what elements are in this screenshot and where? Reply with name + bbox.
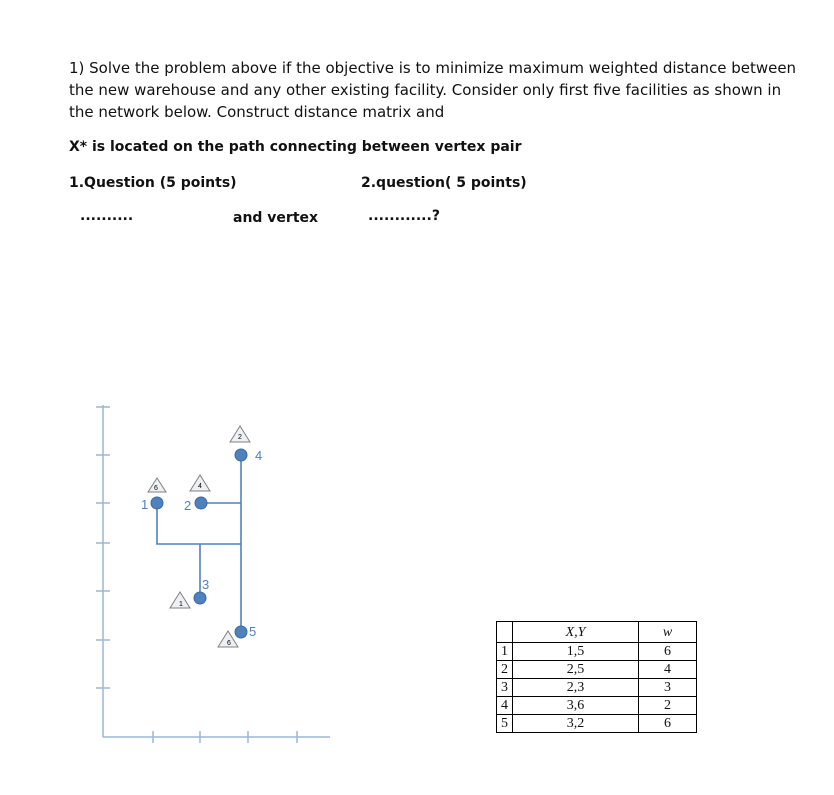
problem-line-3: the network below. Construct distance matrix and xyxy=(69,103,445,121)
facility-label-1: 1 xyxy=(141,497,149,512)
header-w: w xyxy=(639,622,697,643)
facility-node-1 xyxy=(151,497,163,509)
facility-label-3: 3 xyxy=(202,577,210,592)
axes xyxy=(96,405,330,743)
row-w: 2 xyxy=(639,697,697,715)
facility-label-5: 5 xyxy=(249,624,257,639)
table-row xyxy=(480,661,697,679)
table-row xyxy=(480,715,697,733)
row-id: 4 xyxy=(497,697,513,715)
table-row xyxy=(480,679,697,697)
facility-node-4 xyxy=(235,449,247,461)
weight-triangle-4 xyxy=(230,426,250,442)
row-xy: 3,6 xyxy=(513,697,639,715)
facility-node-3 xyxy=(194,592,206,604)
statement: X* is located on the path connecting between vertex pair xyxy=(69,139,522,155)
row-id: 5 xyxy=(497,715,513,733)
row-id: 1 xyxy=(497,643,513,661)
header-xy: X,Y xyxy=(513,622,639,643)
weight-label-2: 4 xyxy=(198,483,202,490)
row-xy: 3,2 xyxy=(513,715,639,733)
answer-blank-2[interactable]: ............? xyxy=(368,208,440,224)
problem-line-1: 1) Solve the problem above if the objective is to minimize maximum weighted distance between xyxy=(69,59,797,77)
facility-label-2: 2 xyxy=(184,498,192,513)
weight-triangle-1 xyxy=(148,478,166,492)
row-xy: 2,3 xyxy=(513,679,639,697)
row-id: 2 xyxy=(497,661,513,679)
row-xy: 1,5 xyxy=(513,643,639,661)
and-vertex-label: and vertex xyxy=(233,210,319,226)
question-1-label: 1.Question (5 points) xyxy=(69,175,237,191)
facility-node-2 xyxy=(195,497,207,509)
row-id: 3 xyxy=(497,679,513,697)
facility-node-5 xyxy=(235,626,247,638)
row-w: 3 xyxy=(639,679,697,697)
facility-label-4: 4 xyxy=(255,448,263,463)
weight-triangles xyxy=(148,426,250,647)
weight-label-1: 6 xyxy=(154,485,158,492)
question-2-label: 2.question( 5 points) xyxy=(361,175,527,191)
weight-triangle-3 xyxy=(170,592,190,608)
weight-triangle-2 xyxy=(190,475,210,491)
weight-label-4: 2 xyxy=(238,434,242,441)
row-w: 6 xyxy=(639,715,697,733)
weight-label-5: 6 xyxy=(227,640,231,647)
weight-label-3: 1 xyxy=(179,601,183,608)
facility-table xyxy=(480,621,697,733)
table-header-row xyxy=(480,622,697,643)
row-w: 4 xyxy=(639,661,697,679)
row-xy: 2,5 xyxy=(513,661,639,679)
table-row xyxy=(480,697,697,715)
problem-line-2: the new warehouse and any other existing facility. Consider only first five facilities as shown in xyxy=(69,81,782,99)
table-row xyxy=(480,643,697,661)
row-w: 6 xyxy=(639,643,697,661)
answer-blank-1[interactable]: .......... xyxy=(80,208,134,224)
